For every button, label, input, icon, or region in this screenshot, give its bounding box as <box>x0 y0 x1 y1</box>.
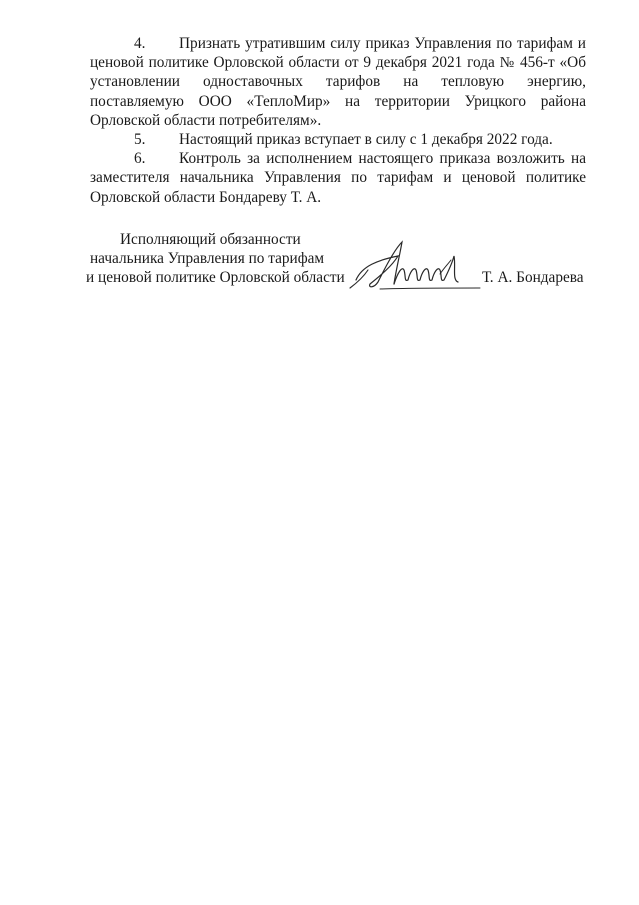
document-body <box>90 34 586 207</box>
paragraph-number: 6. <box>134 150 146 168</box>
signature-block <box>86 230 596 290</box>
paragraph-text: Контроль за исполнением настоящего приказа возложить на заместителя начальника Управления по тарифам и ценовой политике Орловской области Бондареву Т. А. <box>90 150 586 206</box>
paragraph-6 <box>90 149 586 207</box>
paragraph-number: 5. <box>134 131 146 149</box>
paragraph-5 <box>90 130 586 149</box>
signatory-title-line-2: начальника Управления по тарифам <box>90 250 325 267</box>
signatory-title-line-1: Исполняющий обязанности <box>120 231 301 248</box>
paragraph-text: Настоящий приказ вступает в силу с 1 декабря 2022 года. <box>179 131 553 149</box>
paragraph-number: 4. <box>134 35 146 52</box>
signatory-name: Т. А. Бондарева <box>482 269 584 286</box>
paragraph-text: Признать утратившим силу приказ Управления по тарифам и ценовой политике Орловской области от 9 декабря 2021 года № 456-т «Об установлении одноставочных тарифов на тепловую энергию, поставляемую ООО «ТеплоМир» на территории Урицкого района Орловской области потребителям». <box>90 35 586 129</box>
handwritten-signature <box>348 236 483 298</box>
paragraph-4 <box>90 34 586 130</box>
signatory-title-line-3: и ценовой политике Орловской области <box>86 269 345 286</box>
